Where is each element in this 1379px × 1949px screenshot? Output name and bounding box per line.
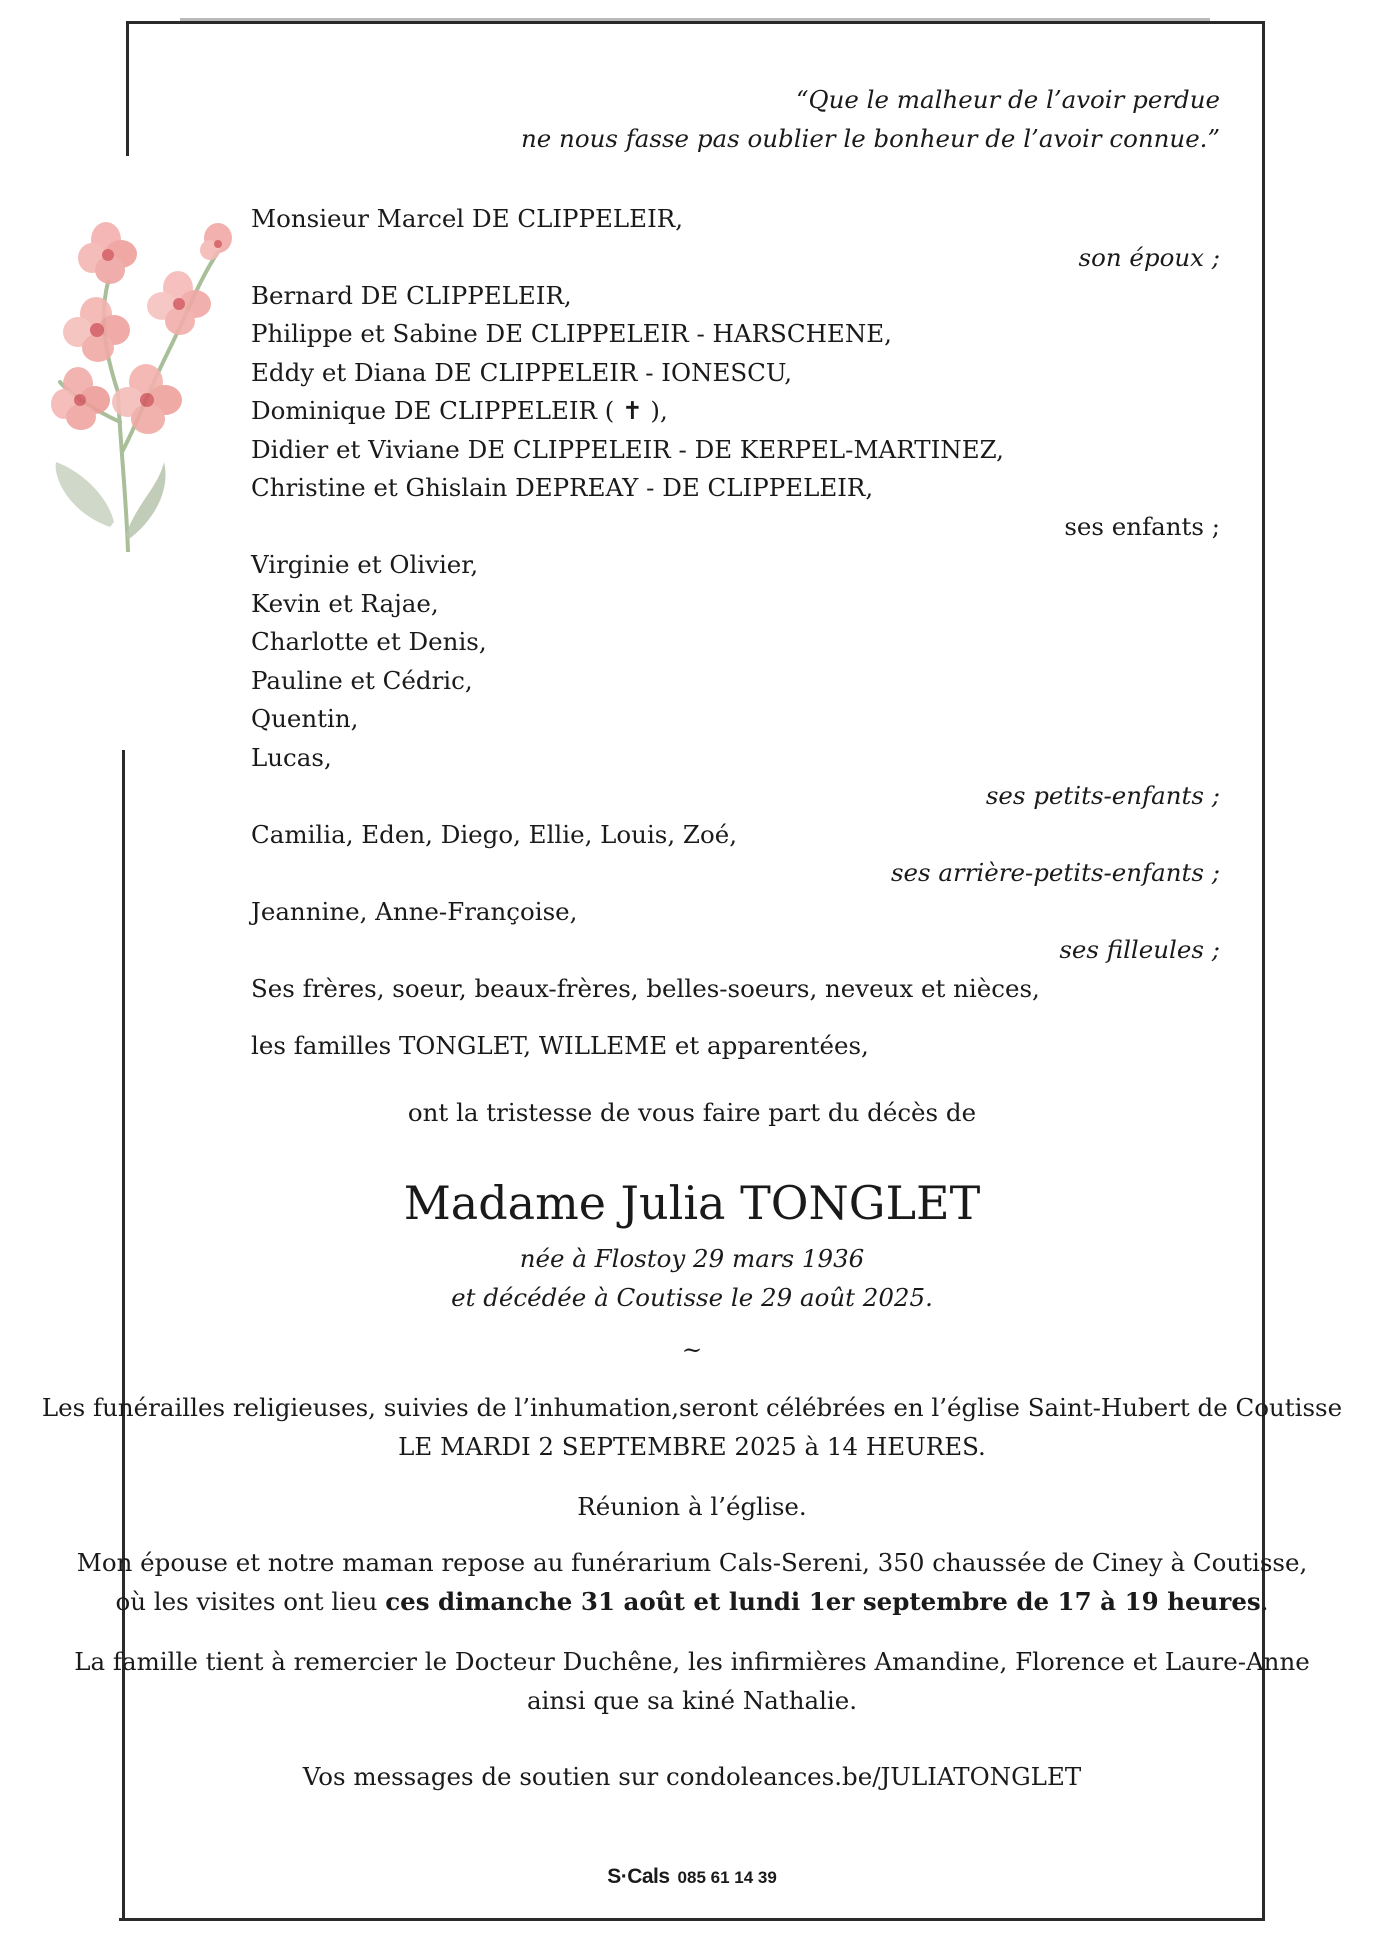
- child-name: Dominique DE CLIPPELEIR ( ✝ ),: [251, 396, 668, 425]
- grandchild-name: Lucas,: [251, 743, 332, 772]
- funeral-line-2: LE MARDI 2 SEPTEMBRE 2025 à 14 HEURES.: [398, 1432, 986, 1461]
- grandchild-name: Charlotte et Denis,: [251, 627, 487, 656]
- deceased-name: Madame Julia TONGLET: [403, 1176, 981, 1230]
- separator-tilde: ~: [681, 1335, 703, 1364]
- quote-line-2: ne nous fasse pas oublier le bonheur de l’avoir connue.”: [520, 124, 1220, 153]
- funeral-line-1: Les funérailles religieuses, suivies de l’inhumation,seront célébrées en l’église Saint-Hubert de Coutisse: [41, 1393, 1343, 1422]
- grandchild-name: Quentin,: [251, 704, 359, 733]
- great-grandchildren-role: ses arrière-petits-enfants ;: [890, 858, 1220, 887]
- frame-bottom-border: [119, 1918, 1265, 1921]
- funeral-home-footer: [0, 1865, 1379, 1889]
- child-name: Didier et Viviane DE CLIPPELEIR - DE KERPEL-MARTINEZ,: [251, 435, 1004, 464]
- quote-line-1: “Que le malheur de l’avoir perdue: [795, 85, 1220, 114]
- birth-line: née à Flostoy 29 mars 1936: [519, 1244, 865, 1273]
- visits-dates: ces dimanche 31 août et lundi 1er septembre de 17 à 19 heures: [385, 1587, 1261, 1616]
- spouse-role: son époux ;: [1078, 243, 1220, 272]
- thanks-line-2: ainsi que sa kiné Nathalie.: [526, 1686, 858, 1715]
- thanks-line-1: La famille tient à remercier le Docteur Duchêne, les infirmières Amandine, Florence et Laure-Anne: [74, 1647, 1310, 1676]
- grandchildren-role: ses petits-enfants ;: [985, 781, 1220, 810]
- visits-line-2-intro: où les visites ont lieu: [115, 1587, 386, 1616]
- goddaughters-role: ses filleules ;: [1059, 935, 1220, 964]
- siblings-line: Ses frères, soeur, beaux-frères, belles-soeurs, neveux et nièces,: [251, 974, 1040, 1003]
- children-role: ses enfants ;: [1064, 512, 1220, 541]
- spouse-name: Monsieur Marcel DE CLIPPELEIR,: [251, 204, 683, 233]
- child-name: Bernard DE CLIPPELEIR,: [251, 281, 572, 310]
- death-line: et décédée à Coutisse le 29 août 2025.: [451, 1283, 933, 1312]
- great-grandchildren-names: Camilia, Eden, Diego, Ellie, Louis, Zoé,: [251, 820, 737, 849]
- visits-line-1: Mon épouse et notre maman repose au funérarium Cals-Sereni, 350 chaussée de Ciney à Coutisse,: [76, 1548, 1308, 1577]
- frame-right-border: [1262, 21, 1265, 1921]
- child-name: Philippe et Sabine DE CLIPPELEIR - HARSCHENE,: [251, 319, 892, 348]
- goddaughters-names: Jeannine, Anne-Françoise,: [251, 897, 578, 926]
- families-line: les familles TONGLET, WILLEME et apparentées,: [251, 1031, 869, 1060]
- grandchild-name: Virginie et Olivier,: [251, 550, 479, 579]
- child-name: Christine et Ghislain DEPREAY - DE CLIPPELEIR,: [251, 473, 874, 502]
- visits-line-2: [0, 1587, 1379, 1616]
- visits-line-2-end: .: [1260, 1587, 1269, 1616]
- frame-left-border-upper: [126, 21, 129, 156]
- funeral-home-logo: S·Cals: [607, 1865, 670, 1888]
- funeral-home-phone: 085 61 14 39: [677, 1868, 777, 1887]
- grandchild-name: Pauline et Cédric,: [251, 666, 473, 695]
- pink-flower-watercolor-icon: [48, 222, 248, 552]
- frame-left-border-lower: [122, 750, 125, 1921]
- child-name: Eddy et Diana DE CLIPPELEIR - IONESCU,: [251, 358, 793, 387]
- condolences-line: Vos messages de soutien sur condoleances.be/JULIATONGLET: [302, 1762, 1082, 1791]
- announcement-line: ont la tristesse de vous faire part du décès de: [407, 1098, 977, 1127]
- frame-top-border: [126, 21, 1265, 24]
- reunion-line: Réunion à l’église.: [577, 1492, 807, 1521]
- grandchild-name: Kevin et Rajae,: [251, 589, 439, 618]
